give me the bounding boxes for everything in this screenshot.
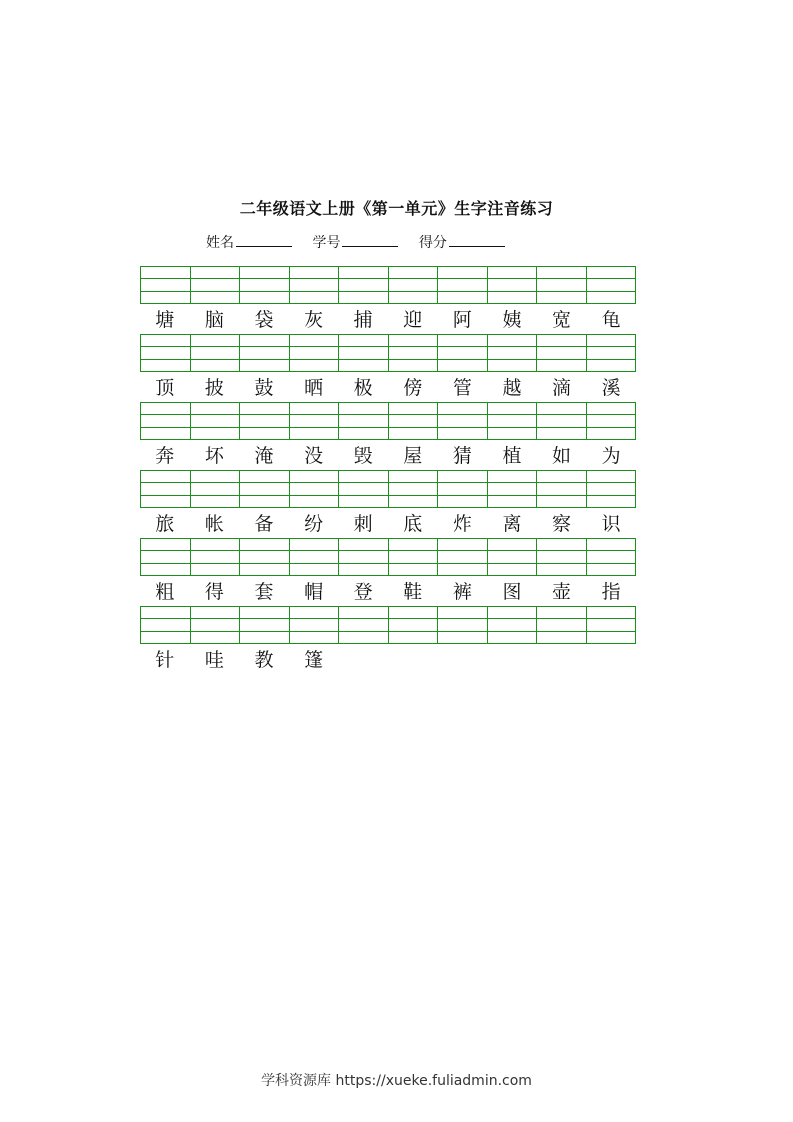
character: 屋: [403, 445, 423, 467]
character-row: [140, 579, 636, 605]
character: 离: [502, 513, 522, 535]
pinyin-cell[interactable]: [240, 471, 290, 507]
character: 壶: [552, 581, 572, 603]
pinyin-cell[interactable]: [240, 539, 290, 575]
footer-watermark: 学科资源库 https://xueke.fuliadmin.com: [261, 1073, 532, 1089]
pinyin-cell[interactable]: [290, 335, 340, 371]
character: 套: [254, 581, 274, 603]
id-field[interactable]: [312, 232, 398, 252]
pinyin-cell[interactable]: [438, 471, 488, 507]
character: 刺: [353, 513, 373, 535]
pinyin-cell[interactable]: [587, 471, 636, 507]
character: 帽: [304, 581, 324, 603]
name-blank[interactable]: [236, 232, 292, 247]
character: 教: [254, 649, 274, 671]
pinyin-cell[interactable]: [488, 539, 538, 575]
student-info: [206, 232, 521, 252]
pinyin-cell[interactable]: [191, 471, 241, 507]
character: 姨: [502, 309, 522, 331]
pinyin-cell[interactable]: [339, 335, 389, 371]
pinyin-cell[interactable]: [339, 403, 389, 439]
name-label: 姓名: [206, 235, 234, 251]
character-row: [140, 647, 636, 673]
character: 炸: [452, 513, 472, 535]
pinyin-grid-row: [140, 606, 636, 644]
character: 指: [601, 581, 621, 603]
pinyin-cell[interactable]: [141, 403, 191, 439]
pinyin-cell[interactable]: [537, 607, 587, 643]
character: 针: [155, 649, 175, 671]
pinyin-cell[interactable]: [389, 471, 439, 507]
character: 没: [304, 445, 324, 467]
pinyin-cell[interactable]: [537, 471, 587, 507]
character: 帐: [204, 513, 224, 535]
pinyin-cell[interactable]: [339, 539, 389, 575]
pinyin-cell[interactable]: [191, 267, 241, 303]
character: 粗: [155, 581, 175, 603]
pinyin-cell[interactable]: [290, 267, 340, 303]
character: 袋: [254, 309, 274, 331]
pinyin-cell[interactable]: [191, 403, 241, 439]
pinyin-cell[interactable]: [587, 267, 636, 303]
pinyin-grid-row: [140, 470, 636, 508]
character: 旅: [155, 513, 175, 535]
pinyin-grid-row: [140, 334, 636, 372]
pinyin-grid-row: [140, 402, 636, 440]
character: 极: [353, 377, 373, 399]
character: 捕: [353, 309, 373, 331]
pinyin-cell[interactable]: [389, 335, 439, 371]
pinyin-cell[interactable]: [488, 403, 538, 439]
character: 察: [552, 513, 572, 535]
character: 篷: [304, 649, 324, 671]
pinyin-grid-row: [140, 266, 636, 304]
pinyin-cell[interactable]: [389, 607, 439, 643]
pinyin-cell[interactable]: [389, 267, 439, 303]
character: 脑: [204, 309, 224, 331]
pinyin-grid-row: [140, 538, 636, 576]
pinyin-cell[interactable]: [240, 267, 290, 303]
pinyin-cell[interactable]: [339, 607, 389, 643]
character: 管: [452, 377, 472, 399]
character: 溪: [601, 377, 621, 399]
character-row: [140, 511, 636, 537]
pinyin-cell[interactable]: [537, 267, 587, 303]
pinyin-cell[interactable]: [141, 471, 191, 507]
pinyin-cell[interactable]: [389, 539, 439, 575]
pinyin-cell[interactable]: [438, 539, 488, 575]
pinyin-cell[interactable]: [537, 539, 587, 575]
pinyin-cell[interactable]: [290, 471, 340, 507]
character: 奔: [155, 445, 175, 467]
character: 图: [502, 581, 522, 603]
character: 为: [601, 445, 621, 467]
character-row: [140, 375, 636, 401]
pinyin-cell[interactable]: [191, 335, 241, 371]
pinyin-cell[interactable]: [438, 335, 488, 371]
character: 如: [552, 445, 572, 467]
pinyin-cell[interactable]: [389, 403, 439, 439]
pinyin-cell[interactable]: [290, 607, 340, 643]
pinyin-cell[interactable]: [537, 335, 587, 371]
pinyin-cell[interactable]: [587, 403, 636, 439]
pinyin-cell[interactable]: [537, 403, 587, 439]
pinyin-cell[interactable]: [587, 607, 636, 643]
character: 滴: [552, 377, 572, 399]
pinyin-cell[interactable]: [141, 267, 191, 303]
name-field[interactable]: [206, 232, 292, 252]
character: 阿: [452, 309, 472, 331]
pinyin-cell[interactable]: [191, 607, 241, 643]
score-label: 得分: [418, 235, 447, 251]
pinyin-cell[interactable]: [488, 335, 538, 371]
character: 迎: [403, 309, 423, 331]
character: 植: [502, 445, 522, 467]
pinyin-cell[interactable]: [438, 403, 488, 439]
pinyin-cell[interactable]: [438, 267, 488, 303]
character: 披: [204, 377, 224, 399]
pinyin-cell[interactable]: [290, 539, 340, 575]
pinyin-cell[interactable]: [587, 335, 636, 371]
pinyin-cell[interactable]: [488, 607, 538, 643]
pinyin-cell[interactable]: [240, 335, 290, 371]
character-row: [140, 307, 636, 333]
character: 越: [502, 377, 522, 399]
character: 傍: [403, 377, 423, 399]
character: 顶: [155, 377, 175, 399]
character: 龟: [601, 309, 621, 331]
pinyin-cell[interactable]: [240, 607, 290, 643]
character: 塘: [155, 309, 175, 331]
character: 备: [254, 513, 274, 535]
character-row: [140, 443, 636, 469]
pinyin-cell[interactable]: [488, 471, 538, 507]
pinyin-cell[interactable]: [488, 267, 538, 303]
pinyin-cell[interactable]: [141, 607, 191, 643]
pinyin-cell[interactable]: [141, 539, 191, 575]
character: 毁: [353, 445, 373, 467]
character: 宽: [552, 309, 572, 331]
character: 得: [204, 581, 224, 603]
character: 裤: [452, 581, 472, 603]
pinyin-cell[interactable]: [339, 471, 389, 507]
worksheet-title: 二年级语文上册《第一单元》生字注音练习: [239, 199, 554, 218]
character: 识: [601, 513, 621, 535]
character: 鼓: [254, 377, 274, 399]
pinyin-cell[interactable]: [191, 539, 241, 575]
score-field[interactable]: [419, 232, 505, 252]
character: 鞋: [403, 581, 423, 603]
pinyin-cell[interactable]: [141, 335, 191, 371]
id-blank[interactable]: [342, 232, 398, 247]
character: 登: [353, 581, 373, 603]
character: 坏: [204, 445, 224, 467]
pinyin-cell[interactable]: [240, 403, 290, 439]
id-label: 学号: [312, 235, 341, 251]
character: 纷: [304, 513, 324, 535]
character: 底: [403, 513, 423, 535]
character: 哇: [204, 649, 224, 671]
character: 灰: [304, 309, 324, 331]
pinyin-cell[interactable]: [339, 267, 389, 303]
pinyin-cell[interactable]: [438, 607, 488, 643]
pinyin-cell[interactable]: [587, 539, 636, 575]
pinyin-cell[interactable]: [290, 403, 340, 439]
score-blank[interactable]: [449, 232, 505, 247]
character: 淹: [254, 445, 274, 467]
character: 猜: [452, 445, 472, 467]
character: 晒: [304, 377, 324, 399]
